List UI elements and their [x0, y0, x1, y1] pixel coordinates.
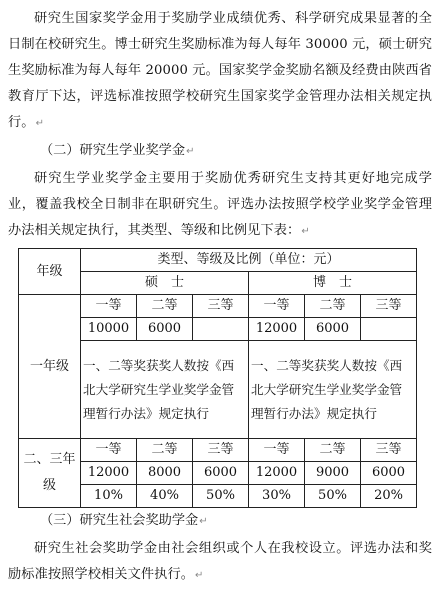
- master-note-text: 一、二等奖获奖人数按《西北大学研究生学业奖学金管理暂行办法》规定执行: [83, 357, 235, 421]
- intro-paragraph: [8, 6, 432, 137]
- level-cell: 三等: [193, 439, 249, 462]
- level-cell: 三等: [361, 295, 417, 318]
- ratio-cell: 20%: [361, 485, 417, 508]
- section-3-paragraph: [8, 536, 432, 589]
- section-2-text: 研究生学业奖学金主要用于奖励优秀研究生支持其更好地完成学业，覆盖我校全日制非在职研究生。评选办法按照学校学业奖学金管理办法相关规定执行，其类型、等级和比例见下表：: [8, 171, 432, 238]
- level-cell: 二等: [137, 439, 193, 462]
- scholarship-table: [18, 248, 417, 508]
- paragraph-mark-icon: ↵: [186, 146, 195, 157]
- table-row: [19, 295, 417, 318]
- ratio-cell: 50%: [305, 485, 361, 508]
- intro-text: 研究生国家奖学金用于奖励学业成绩优秀、科学研究成果显著的全日制在校研究生。博士研究生奖励标准为每人每年 30000 元，硕士研究生奖励标准为每人每年 20000 元。国家奖学金奖励名额及经费由陕西省教育厅下达，评选标准按照学校研究生国家奖学金管理办法相关规定执行。: [8, 11, 432, 130]
- amount-cell: 8000: [137, 462, 193, 485]
- level-cell: 一等: [81, 295, 137, 318]
- table-header-row: [19, 249, 417, 272]
- paragraph-mark-icon: ↵: [195, 570, 204, 581]
- level-cell: 一等: [249, 295, 305, 318]
- section-2-heading: [40, 138, 194, 165]
- amount-cell: [193, 318, 249, 341]
- level-cell: 一等: [81, 439, 137, 462]
- master-note-cell: [81, 341, 249, 439]
- paragraph-mark-icon: ↵: [35, 118, 45, 129]
- year1-label-cell: 一年级: [19, 295, 81, 439]
- amount-cell: [361, 318, 417, 341]
- amount-cell: 6000: [193, 462, 249, 485]
- amount-cell: 10000: [81, 318, 137, 341]
- amount-cell: 12000: [249, 318, 305, 341]
- level-cell: 三等: [193, 295, 249, 318]
- section-2-paragraph: [8, 166, 432, 245]
- section-3-title: （三）研究生社会奖助学金: [40, 513, 199, 528]
- master-header-cell: 硕 士: [81, 272, 249, 295]
- paragraph-mark-icon: ↵: [199, 516, 208, 527]
- amount-cell: 6000: [361, 462, 417, 485]
- paragraph-mark-icon: ↵: [301, 226, 310, 237]
- section-3-heading: [40, 508, 208, 535]
- level-cell: 二等: [305, 439, 361, 462]
- doctor-note-text: 一、二等奖获奖人数按《西北大学研究生学业奖学金管理暂行办法》规定执行: [251, 357, 403, 421]
- level-cell: 三等: [361, 439, 417, 462]
- level-cell: 二等: [137, 295, 193, 318]
- section-3-text: 研究生社会奖助学金由社会组织或个人在我校设立。评选办法和奖励标准按照学校相关文件执行。: [8, 541, 432, 582]
- amount-cell: 9000: [305, 462, 361, 485]
- amount-cell: 12000: [81, 462, 137, 485]
- doctor-note-cell: [249, 341, 417, 439]
- ratio-cell: 50%: [193, 485, 249, 508]
- amount-cell: 6000: [137, 318, 193, 341]
- ratio-cell: 10%: [81, 485, 137, 508]
- section-2-title: （二）研究生学业奖学金: [40, 143, 186, 158]
- grade-header-cell: 年级: [19, 249, 81, 295]
- amount-cell: 6000: [305, 318, 361, 341]
- year23-label-cell: 二、三年级: [19, 439, 81, 508]
- ratio-cell: 40%: [137, 485, 193, 508]
- type-header-cell: 类型、等级及比例（单位：元）: [81, 249, 417, 272]
- level-cell: 二等: [305, 295, 361, 318]
- level-cell: 一等: [249, 439, 305, 462]
- amount-cell: 12000: [249, 462, 305, 485]
- doctor-header-cell: 博 士: [249, 272, 417, 295]
- table-row: [19, 439, 417, 462]
- ratio-cell: 30%: [249, 485, 305, 508]
